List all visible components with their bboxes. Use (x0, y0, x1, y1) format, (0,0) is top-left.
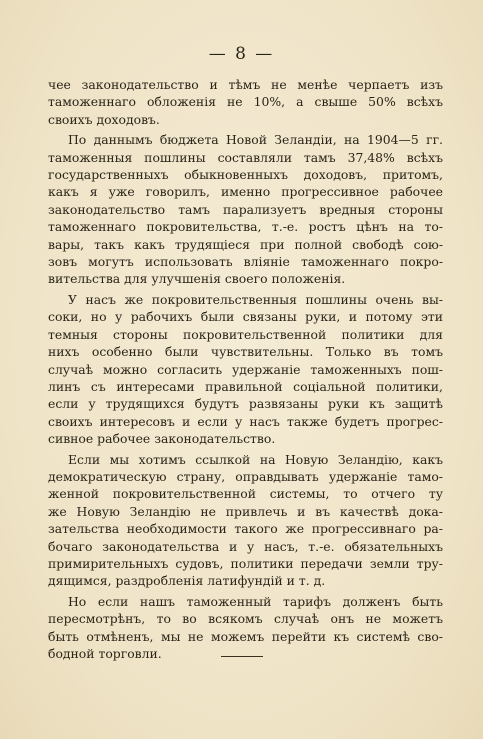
text-line: вары, такъ какъ трудящіеся при полной свободѣ сою- (48, 236, 443, 252)
text-line: женной покровительственной системы, то отчего ту (48, 486, 443, 502)
text-line: законодательство тамъ парализуетъ вредныя стороны (48, 201, 443, 217)
page-number: — 8 — (208, 44, 275, 64)
text-line: вительства для улучшенія своего положенія. (48, 271, 346, 287)
text-line: же Новую Зеландію не привлечь и въ качествѣ дока- (48, 503, 443, 519)
text-line: Но если нашъ таможенный тарифъ долженъ быть (68, 593, 443, 609)
text-line: примирительныхъ судовъ, политики передачи земли тру- (48, 555, 443, 571)
text-line: пересмотрѣнъ, то во всякомъ случаѣ онъ не можетъ (48, 611, 443, 627)
paragraph (48, 131, 443, 288)
body-text (48, 76, 443, 665)
text-line: государственныхъ обыкновенныхъ доходовъ, притомъ, (48, 167, 443, 183)
text-line: По даннымъ бюджета Новой Зеландіи, на 1904—5 гг. (68, 132, 443, 148)
text-line: зовъ могутъ использовать вліяніе таможеннаго покро- (48, 254, 443, 270)
text-line: темныя стороны покровительственной политики для (48, 326, 443, 342)
paragraph (48, 76, 443, 128)
paragraph (48, 291, 443, 448)
text-line: таможеннаго обложенія не 10%, а свыше 50% всѣхъ (48, 94, 443, 110)
text-line: быть отмѣненъ, мы не можемъ перейти къ системѣ сво- (48, 628, 443, 644)
text-line: Если мы хотимъ ссылкой на Новую Зеландію, какъ (68, 451, 443, 467)
text-line: демократическую страну, оправдывать удержаніе тамо- (48, 468, 443, 484)
text-line: своихъ доходовъ. (48, 111, 160, 127)
text-line: дящимся, раздробленія латифундій и т. д. (48, 573, 326, 589)
text-line: таможеннаго покровительства, т.-е. ростъ цѣнъ на то- (48, 219, 443, 235)
text-line: У насъ же покровительственныя пошлины очень вы- (68, 291, 443, 307)
paragraph (48, 451, 443, 590)
text-line: нихъ особенно были чувствительны. Только въ томъ (48, 344, 443, 360)
text-line: бодной торговли. (48, 646, 162, 661)
text-line: какъ я уже говорилъ, именно прогрессивное рабочее (48, 184, 443, 200)
paragraph (48, 593, 443, 663)
text-line: зательства необходимости такого же прогрессивнаго ра- (48, 521, 443, 537)
text-line: бочаго законодательства и у насъ, т.-е. обязательныхъ (48, 538, 443, 554)
text-line: если у трудящихся будутъ развязаны руки къ защитѣ (48, 396, 443, 412)
text-line: случаѣ можно согласить удержаніе таможенныхъ пош- (48, 361, 443, 377)
closing-rule (221, 656, 263, 657)
text-line: таможенныя пошлины составляли тамъ 37,48% всѣхъ (48, 149, 443, 165)
text-line: соки, но у рабочихъ были связаны руки, и потому эти (48, 309, 443, 325)
text-line: своихъ интересовъ и если у насъ также будетъ прогрес- (48, 413, 443, 429)
text-line: линъ съ интересами правильной соціальной политики, (48, 378, 443, 394)
text-line: чее законодательство и тѣмъ не менѣе черпаетъ изъ (48, 77, 443, 92)
text-line: сивное рабочее законодательство. (48, 431, 276, 447)
